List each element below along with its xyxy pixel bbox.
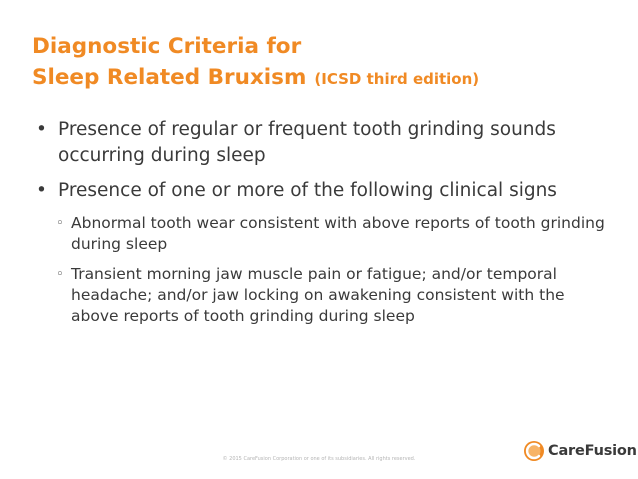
bullet-item: [36, 117, 606, 169]
bullet-marker: •: [36, 119, 47, 140]
bullet-text: Presence of one or more of the following clinical signs: [58, 180, 557, 201]
title-edition-note: (ICSD third edition): [314, 70, 480, 88]
sub-bullet-text: Abnormal tooth wear consistent with above reports of tooth grinding during sleep: [71, 214, 605, 253]
carefusion-logo: [523, 440, 637, 462]
carefusion-logo-icon: [523, 440, 545, 462]
bullet-text: Presence of regular or frequent tooth grinding sounds occurring during sleep: [58, 119, 556, 166]
logo-wordmark: CareFusion: [548, 443, 637, 459]
sub-bullet-item: [36, 213, 606, 255]
sub-bullet-marker: ◦: [56, 216, 64, 231]
bullet-item: [36, 178, 606, 204]
sub-bullet-item: [36, 264, 606, 327]
bullet-list: [36, 117, 606, 336]
title-main-text: Sleep Related Bruxism: [32, 65, 307, 90]
slide-title: [32, 31, 479, 95]
bullet-marker: •: [36, 180, 47, 201]
sub-bullet-text: Transient morning jaw muscle pain or fatigue; and/or temporal headache; and/or jaw locking on awakening consistent with the above reports of tooth grinding during sleep: [71, 265, 565, 325]
title-line-2: [32, 62, 479, 95]
title-line-1: Diagnostic Criteria for: [32, 34, 302, 59]
sub-bullet-marker: ◦: [56, 267, 64, 282]
copyright-footer: © 2015 CareFusion Corporation or one of its subsidiaries. All rights reserved.: [222, 456, 416, 462]
